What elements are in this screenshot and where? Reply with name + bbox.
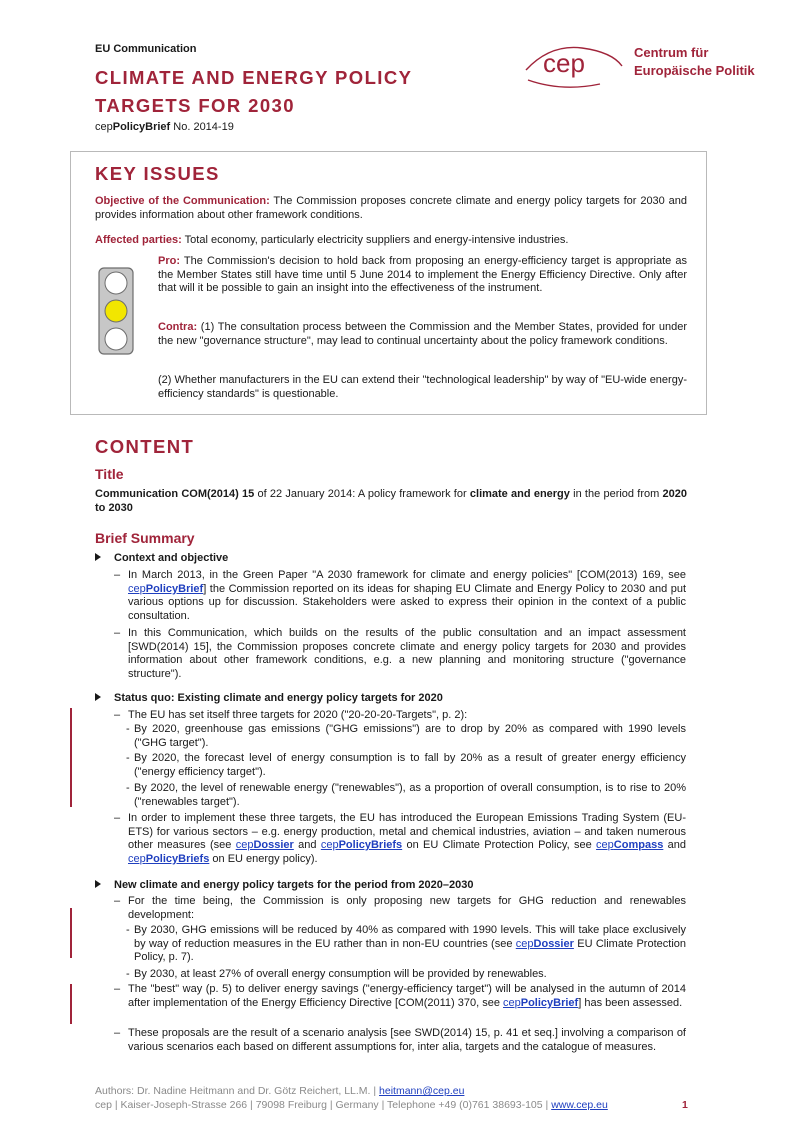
content-heading: CONTENT <box>95 436 195 457</box>
item-text: ] the Commission reported on its ideas for shaping EU Climate and Energy Policy to 2030 and put various options up for discussion. Stakeholders were asked to express their opinion in the context of a public consultation. <box>128 582 686 622</box>
cep-policybriefs-link[interactable]: cepPolicyBriefs <box>320 839 403 852</box>
item-text: In March 2013, in the Green Paper "A 2030 framework for climate and energy policies" [COM(2013) 169, see <box>128 569 686 581</box>
traffic-light-green <box>105 328 127 350</box>
sub-dash-bullet: - <box>126 782 130 794</box>
title-line-1: CLIMATE AND ENERGY POLICY <box>95 67 413 88</box>
section-new-targets <box>114 879 473 891</box>
contra-paragraph-2: (2) Whether manufacturers in the EU can extend their "technological leadership" by way of "EU-wide energy-efficiency standards" is questionable. <box>158 374 687 400</box>
contra-label: Contra: <box>158 321 198 333</box>
title-period: 2020 to 2030 <box>95 488 687 514</box>
arrow-bullet-icon <box>95 693 101 701</box>
affected-paragraph <box>95 234 687 248</box>
cep-logo <box>522 40 632 92</box>
brief-bold: PolicyBrief <box>112 121 171 133</box>
affected-label: Affected parties: <box>95 234 182 246</box>
website-link[interactable]: www.cep.eu <box>551 1099 608 1111</box>
list-item <box>114 627 686 681</box>
list-item <box>114 1027 686 1054</box>
sub-dash-bullet: - <box>126 968 130 980</box>
authors-text: Authors: Dr. Nadine Heitmann and Dr. Götz Reichert, LL.M. | <box>95 1085 380 1097</box>
list-item <box>114 569 686 623</box>
sub-list-item <box>126 752 686 779</box>
sub-list-item <box>126 782 686 809</box>
brief-summary-heading: Brief Summary <box>95 530 195 546</box>
section-status-quo <box>114 692 443 704</box>
traffic-light-yellow <box>105 300 127 322</box>
sub-list-item: - By 2030, GHG emissions will be reduced by 40% as compared with 1990 levels. This will take place exclusively by way of reduction measures in the EU rather than in non-EU countries (see cepDossier EU Climate Protection Policy, p. 7). <box>126 924 686 964</box>
cep-dossier-link[interactable]: cepDossier <box>515 937 574 950</box>
cep-compass-link[interactable]: cepCompass <box>596 839 664 852</box>
dash-bullet: – <box>114 709 121 721</box>
item-text: By 2020, greenhouse gas emissions ("GHG emissions") are to drop by 20% as compared with 1990 levels ("GHG target"). <box>134 723 686 749</box>
item-text: In this Communication, which builds on the results of the public consultation and an impact assessment [SWD(2014) 15], the Commission proposes concrete climate and energy policy targets for 2030 and provides information about other framework conditions, e.g. a new planning and monitoring structure ("governance structure"). <box>128 627 686 680</box>
pro-text: The Commission's decision to hold back from proposing an energy-efficiency target is appropriate as the Member States still have time until 5 June 2014 to implement the Energy Efficiency Directive. Only after that will it be possible to gain an insight into the effectiveness of the instrument. <box>158 255 687 295</box>
cep-policybrief-link[interactable]: cepPolicyBrief <box>503 996 579 1009</box>
org-line-2: Europäische Politik <box>634 63 755 78</box>
cep-policybrief-link[interactable]: cepPolicyBrief <box>128 582 204 595</box>
list-item <box>114 709 686 723</box>
sub-list-item <box>126 968 686 982</box>
item-text: For the time being, the Commission is only proposing new targets for GHG reduction and renewables development: <box>128 895 686 921</box>
page-title <box>95 64 412 120</box>
dash-bullet: – <box>114 1027 121 1039</box>
change-marker-bar <box>70 984 72 1024</box>
sub-dash-bullet: - <box>126 752 130 764</box>
cep-policybriefs-energy-link[interactable]: cepPolicyBriefs <box>128 852 210 865</box>
address-text: cep | Kaiser-Joseph-Strasse 266 | 79098 Freiburg | Germany | Telephone +49 (0)761 38693-105 | <box>95 1099 552 1111</box>
title-paragraph <box>95 488 687 515</box>
title-text-2: in the period from <box>569 488 663 500</box>
org-line-1: Centrum für <box>634 45 709 60</box>
contra-text: (1) The consultation process between the Commission and the Member States, provided for under the new "governance structure", may lead to continual uncertainty about the policy framework conditions. <box>158 321 687 347</box>
dash-bullet: – <box>114 895 121 907</box>
brief-number-value: No. 2014-19 <box>170 121 234 133</box>
objective-label: Objective of the Communication: <box>95 195 270 207</box>
contra-paragraph <box>158 321 687 348</box>
title-heading: Title <box>95 466 124 482</box>
pro-paragraph <box>158 255 687 296</box>
organization-name <box>634 44 755 80</box>
list-item <box>114 895 686 922</box>
traffic-light-red <box>105 272 127 294</box>
sub-dash-bullet: - <box>126 924 130 936</box>
section-heading: New climate and energy policy targets for the period from 2020–2030 <box>114 879 474 891</box>
list-item: – The "best" way (p. 5) to deliver energy savings ("energy-efficiency target") will be analysed in the autumn of 2014 after implementation of the Energy Efficiency Directive [COM(2011) 370, see cepPolicyBrief] has been assessed. <box>114 983 686 1009</box>
sub-dash-bullet: - <box>126 723 130 735</box>
item-text: By 2030, at least 27% of overall energy consumption will be provided by renewables. <box>134 968 547 980</box>
objective-paragraph <box>95 195 687 222</box>
title-line-2: TARGETS FOR 2030 <box>95 95 295 116</box>
arrow-bullet-icon <box>95 880 101 888</box>
change-marker-bar <box>70 908 72 958</box>
com-reference: Communication COM(2014) 15 <box>95 488 255 500</box>
title-text-1: of 22 January 2014: A policy framework for <box>254 488 470 500</box>
item-text: By 2030, GHG emissions will be reduced by 40% as compared with 1990 levels. This will take place exclusively by way of reduction measures in the EU rather than in non-EU countries (see <box>134 924 686 950</box>
logo-text: cep <box>543 48 585 78</box>
item-text: By 2020, the forecast level of energy consumption is to fall by 20% as a result of greater energy efficiency ("energy efficiency target"). <box>134 752 686 778</box>
brief-prefix: cep <box>95 121 113 133</box>
page-number: 1 <box>682 1099 688 1111</box>
objective-text: The Commission proposes concrete climate and energy policy targets for 2030 and provides information about other framework conditions. <box>95 195 688 221</box>
item-text: In order to implement these three targets, the EU has introduced the European Emissions Trading System (EU-ETS) for various sectors – e.g. energy production, metal and chemical industries, aviation – and taken numerous other measures (see <box>128 812 686 852</box>
arrow-bullet-icon <box>95 553 101 561</box>
section-heading: Context and objective <box>114 552 229 564</box>
item-text: The "best" way (p. 5) to deliver energy savings ("energy-efficiency target") will be analysed in the autumn of 2014 after implementation of the Energy Efficiency Directive [COM(2011) 370, see <box>128 983 686 1009</box>
list-item: – In order to implement these three targets, the EU has introduced the European Emissions Trading System (EU-ETS) for various sectors – e.g. energy production, metal and chemical industries, aviation – and taken numerous other measures (see cepDossier and cepPolicyBriefs on EU Climate Protection Policy, see cepCompass and cepPolicyBriefs on EU energy policy). <box>114 812 686 865</box>
footer-address <box>95 1099 608 1111</box>
cep-dossier-link[interactable]: cepDossier <box>235 839 294 852</box>
traffic-light-icon <box>98 267 134 355</box>
key-issues-heading: KEY ISSUES <box>95 163 220 184</box>
title-bold-topic: climate and energy <box>469 488 570 500</box>
pro-label: Pro: <box>158 255 180 267</box>
brief-number <box>95 121 234 133</box>
change-marker-bar <box>70 708 72 807</box>
footer-authors <box>95 1085 464 1097</box>
document-series: EU Communication <box>95 43 197 55</box>
author-email-link[interactable]: heitmann@cep.eu <box>379 1085 465 1097</box>
dash-bullet: – <box>114 569 121 581</box>
affected-text: Total economy, particularly electricity suppliers and energy-intensive industries. <box>181 234 569 246</box>
item-text: The EU has set itself three targets for 2020 ("20-20-20-Targets", p. 2): <box>128 709 468 721</box>
sub-list-item <box>126 723 686 750</box>
item-text: These proposals are the result of a scenario analysis [see SWD(2014) 15, p. 41 et seq.] involving a comparison of various scenarios each based on different assumptions for, inter alia, targets and the catalogue of measures. <box>128 1027 686 1053</box>
item-text: By 2020, the level of renewable energy ("renewables"), as a proportion of overall consumption, is to rise to 20% ("renewables target"). <box>134 782 686 808</box>
dash-bullet: – <box>114 627 121 639</box>
dash-bullet: – <box>114 983 121 995</box>
dash-bullet: – <box>114 812 121 824</box>
section-heading: Status quo: Existing climate and energy policy targets for 2020 <box>114 692 443 704</box>
section-context-objective <box>114 552 228 564</box>
